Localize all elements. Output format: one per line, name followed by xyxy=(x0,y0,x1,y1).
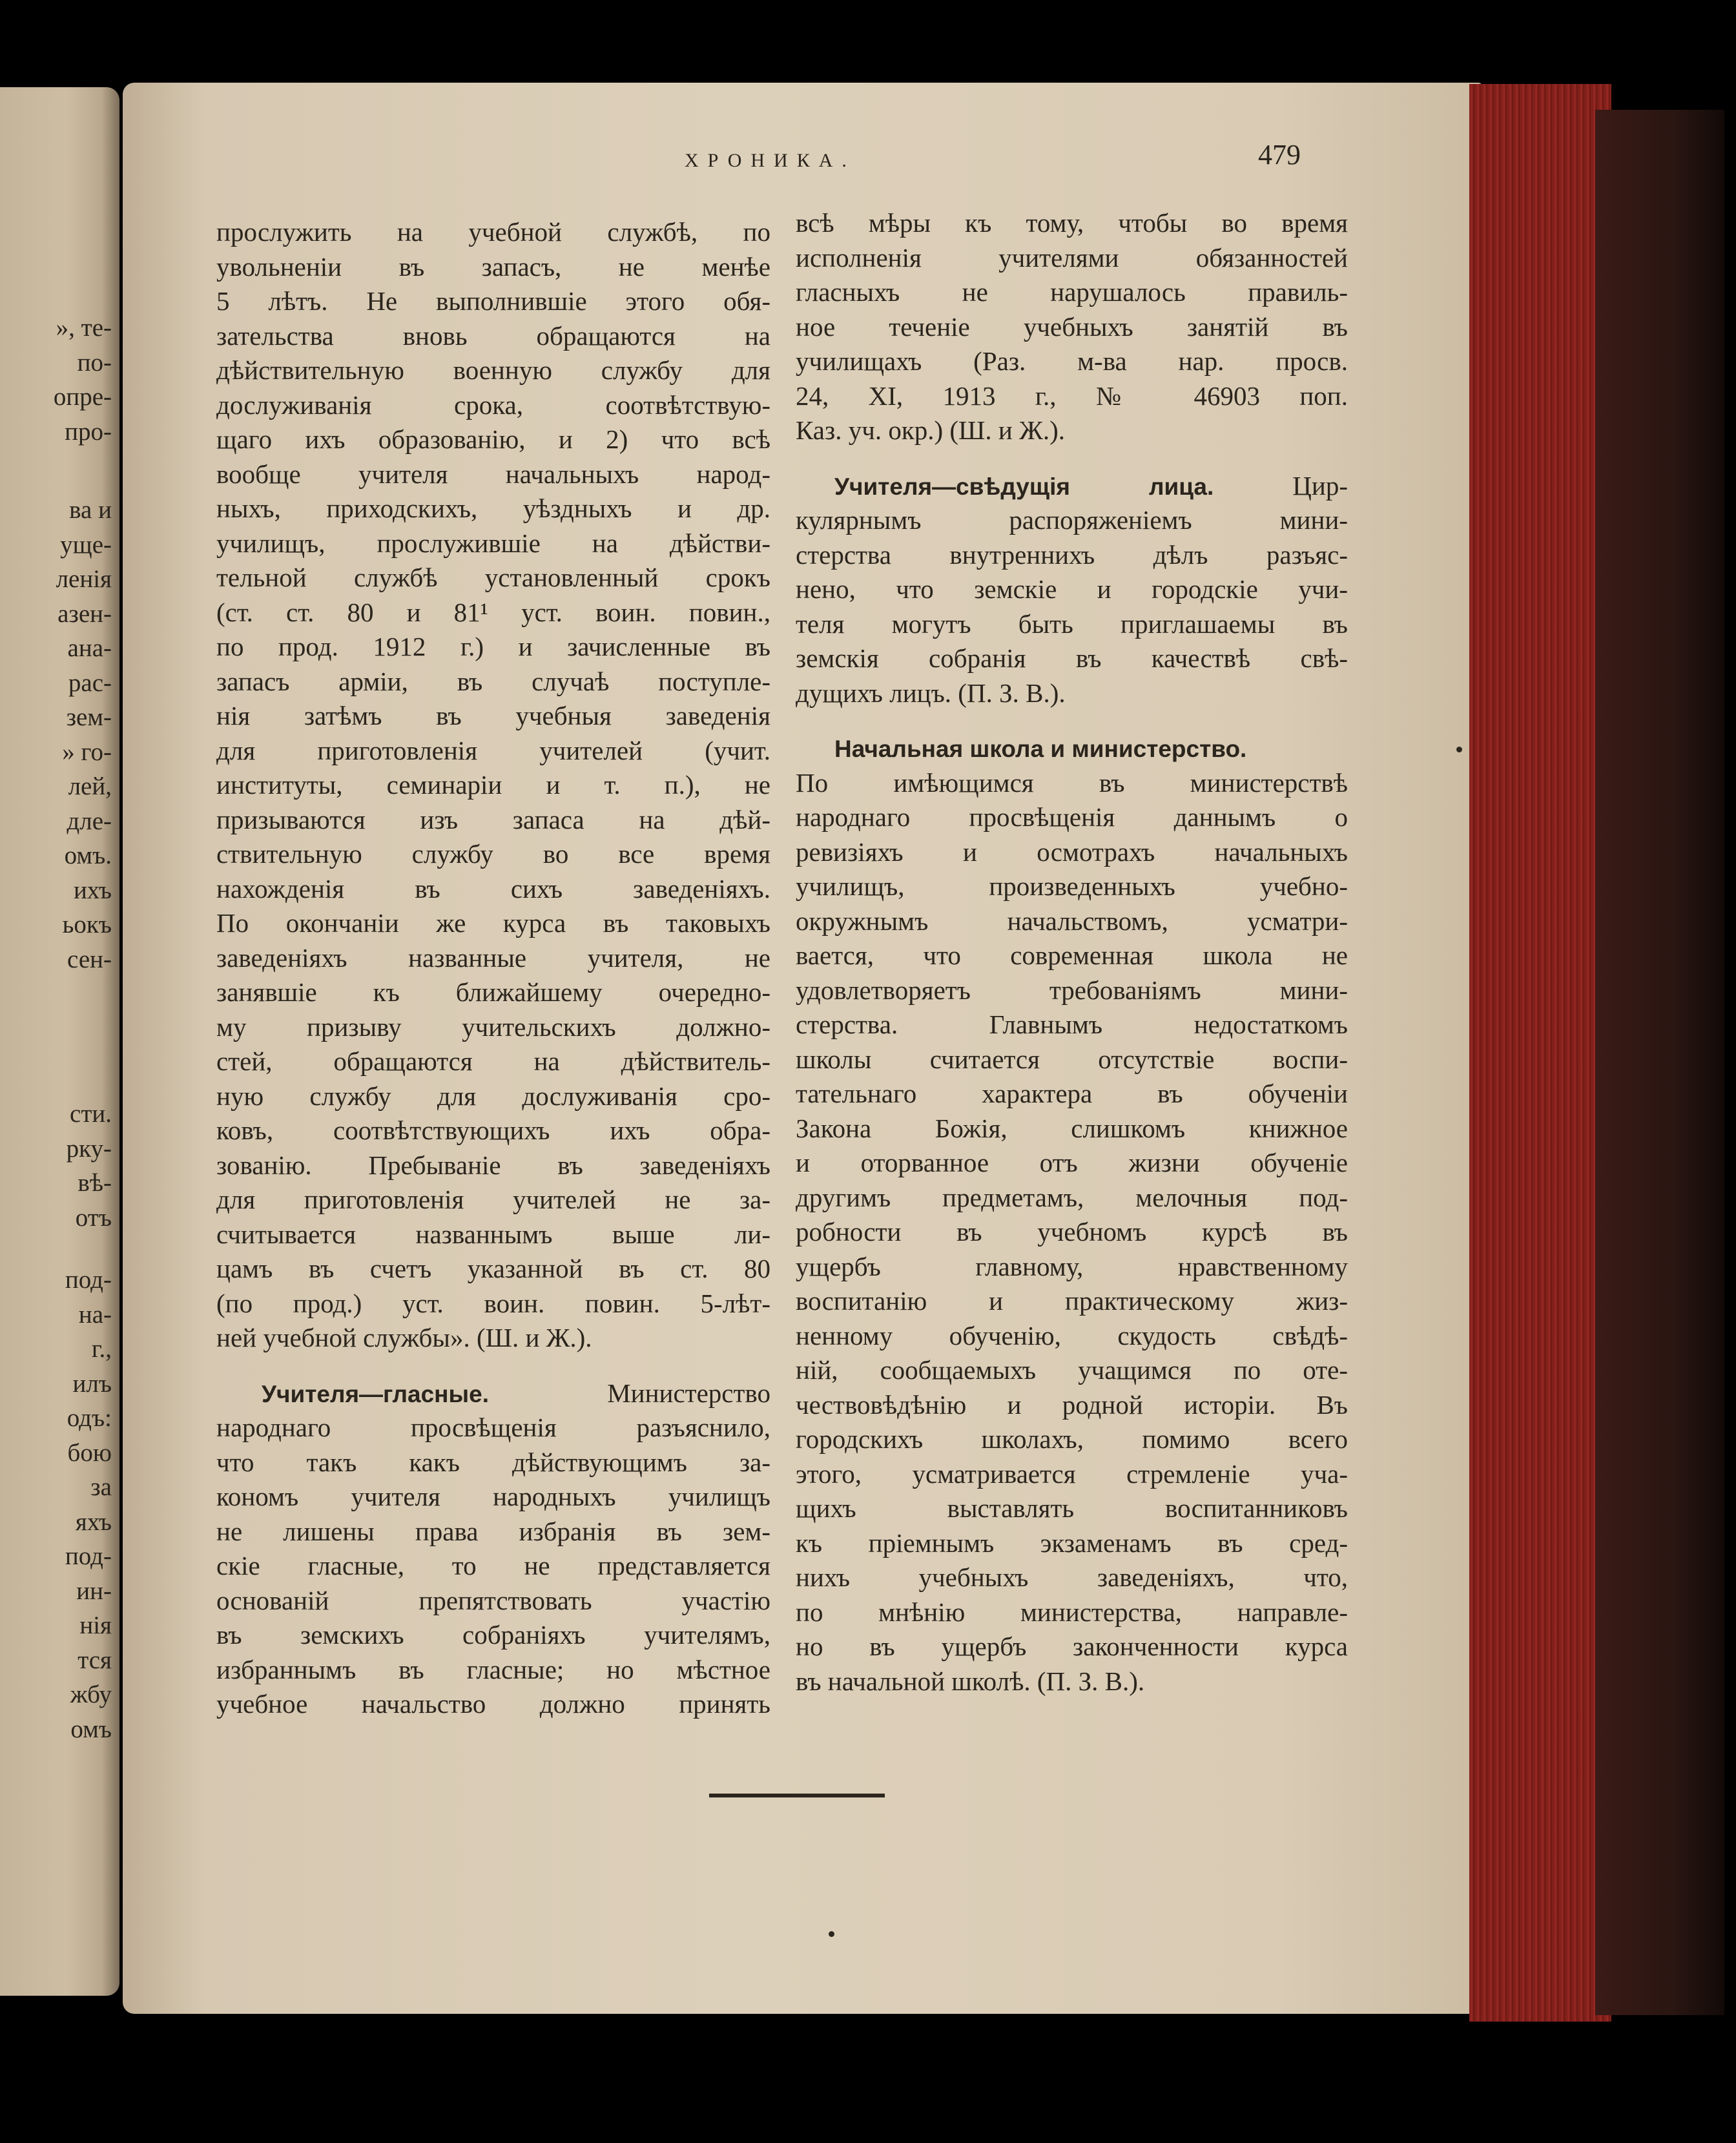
text-line: вается, что современная школа не xyxy=(796,940,1348,970)
heading-continuation: Министерство xyxy=(607,1378,770,1408)
left-page-fragment: рас- xyxy=(68,668,112,697)
text-line: нено, что земскіе и городскіе учи- xyxy=(796,574,1348,604)
text-line: исполненія учителями обязанностей xyxy=(796,242,1348,273)
text-line: му призыву учительскихъ должно- xyxy=(216,1011,770,1042)
left-page-fragment: », те- xyxy=(56,314,112,342)
text-line: училищъ, произведенныхъ учебно- xyxy=(796,871,1348,901)
text-line: ущербъ главному, нравственному xyxy=(796,1251,1348,1281)
text-line: щаго ихъ образованію, и 2) что всѣ xyxy=(216,424,770,454)
text-line: заведеніяхъ названные учителя, не xyxy=(216,942,770,973)
left-page-fragment: ин- xyxy=(76,1577,112,1605)
text-line: училищахъ (Раз. м-ва нар. просв. xyxy=(796,346,1348,376)
text-line: ній, сообщаемыхъ учащимся по оте- xyxy=(796,1355,1348,1385)
text-line: робности въ учебномъ курсѣ въ xyxy=(796,1217,1348,1247)
text-line: основаній препятствовать участію xyxy=(216,1585,770,1615)
paragraph-gap xyxy=(796,710,1348,731)
text-line: въ начальной школѣ. (П. З. В.). xyxy=(796,1666,1145,1696)
text-line: запасъ арміи, въ случаѣ поступле- xyxy=(216,666,770,696)
text-line: городскихъ школахъ, помимо всего xyxy=(796,1424,1348,1454)
text-line: чествовѣдѣнію и родной исторіи. Въ xyxy=(796,1389,1348,1420)
text-line: народнаго просвѣщенія даннымъ о xyxy=(796,802,1348,832)
text-line: дослуживанія срока, соотвѣтствую- xyxy=(216,389,770,420)
left-page-fragment: лей, xyxy=(68,772,112,800)
text-line: ствительную службу во все время xyxy=(216,839,770,869)
text-line: ревизіяхъ и осмотрахъ начальныхъ xyxy=(796,836,1348,867)
left-page-fragment: омъ. xyxy=(64,842,112,869)
text-line: не лишены права избранія въ зем- xyxy=(216,1516,770,1546)
left-page-fragment: под- xyxy=(65,1266,112,1294)
left-page-fragment: ана- xyxy=(67,634,112,662)
text-line: по прод. 1912 г.) и зачисленные въ xyxy=(216,632,770,661)
text-line: увольненіи въ запасъ, не менѣе xyxy=(216,251,770,282)
section-heading-line xyxy=(796,731,1348,766)
text-line: ное теченіе учебныхъ занятій въ xyxy=(796,311,1348,342)
text-line: что такъ какъ дѣйствующимъ за- xyxy=(216,1447,770,1477)
text-line: тельной службѣ установленный срокъ xyxy=(216,563,770,592)
text-line: ней учебной службы». (Ш. и Ж.). xyxy=(216,1323,592,1352)
page-edges xyxy=(1469,84,1611,2022)
text-line: дѣйствительную военную службу для xyxy=(216,355,770,385)
left-page-fragment: г., xyxy=(91,1335,112,1363)
left-page-fragment: ьокъ xyxy=(62,911,112,938)
left-page-fragment: одъ: xyxy=(67,1404,112,1432)
left-page-fragment: » го- xyxy=(62,738,112,766)
text-line: теля могутъ быть приглашаемы въ xyxy=(796,608,1348,639)
section-heading-line xyxy=(216,1376,770,1411)
text-line: ковъ, соотвѣтствующихъ ихъ обра- xyxy=(216,1115,770,1145)
text-line: По имѣющимся въ министерствѣ xyxy=(796,767,1348,798)
text-line: стей, обращаются на дѣйствитель- xyxy=(216,1046,770,1076)
text-line: нія затѣмъ въ учебныя заведенія xyxy=(216,701,770,730)
left-page-fragment: зем- xyxy=(66,703,112,731)
text-line: 5 лѣтъ. Не выполнившіе этого обя- xyxy=(216,286,770,316)
text-line: кономъ учителя народныхъ училищъ xyxy=(216,1482,770,1511)
left-page-fragment: сен- xyxy=(67,945,112,973)
text-line: (по прод.) уст. воин. повин. 5-лѣт- xyxy=(216,1288,770,1318)
text-line: вообще учителя начальныхъ народ- xyxy=(216,459,770,489)
section-heading: Начальная школа и министерство. xyxy=(834,736,1247,762)
left-page-fragment: ленія xyxy=(56,565,112,593)
text-line: Закона Божія, слишкомъ книжное xyxy=(796,1113,1348,1143)
text-line: воспитанію и практическому жиз- xyxy=(796,1286,1348,1316)
text-line: учебное начальство должно принять xyxy=(216,1689,770,1719)
text-line: ную службу для дослуживанія сро- xyxy=(216,1081,770,1111)
left-page-fragment: за xyxy=(90,1473,112,1501)
text-line: земскія собранія въ качествѣ свѣ- xyxy=(796,643,1348,673)
text-line: въ земскихъ собраніяхъ учителямъ, xyxy=(216,1620,770,1650)
text-line: прослужить на учебной службѣ, по xyxy=(216,217,770,247)
left-page-fragment: дле- xyxy=(67,807,112,835)
text-line: щихъ выставлять воспитанниковъ xyxy=(796,1493,1348,1523)
left-page-fragment: сти. xyxy=(70,1100,112,1128)
ink-dot xyxy=(829,1931,834,1937)
text-line: стерства внутреннихъ дѣлъ разъяс- xyxy=(796,539,1348,570)
left-page-fragment: азен- xyxy=(57,599,112,628)
left-page-fragment: опре- xyxy=(53,383,112,411)
text-line: удовлетворяетъ требованіямъ мини- xyxy=(796,975,1348,1005)
text-line: институты, семинаріи и т. п.), не xyxy=(216,770,770,800)
section-heading: Учителя—свѣдущія лица. xyxy=(834,473,1214,500)
text-line: всѣ мѣры къ тому, чтобы во время xyxy=(796,208,1348,238)
text-line: дущихъ лицъ. (П. З. В.). xyxy=(796,678,1066,708)
left-page-fragment: вѣ- xyxy=(78,1169,112,1197)
text-line: Каз. уч. окр.) (Ш. и Ж.). xyxy=(796,415,1065,445)
text-line: кулярнымъ распоряженіемъ мини- xyxy=(796,505,1348,535)
left-page-fragment: под- xyxy=(65,1542,112,1570)
text-line: школы считается отсутствіе воспи- xyxy=(796,1044,1348,1074)
right-text-column xyxy=(796,206,1348,1699)
text-line: (ст. ст. 80 и 81¹ уст. воин. повин., xyxy=(216,597,770,627)
text-line: но въ ущербъ законченности курса xyxy=(796,1631,1348,1661)
paragraph-gap xyxy=(796,448,1348,469)
left-page-fragment: илъ xyxy=(72,1369,112,1398)
text-line: этого, усматривается стремленіе уча- xyxy=(796,1458,1348,1489)
section-heading: Учителя—гласные. xyxy=(262,1380,489,1407)
text-line: 24, XI, 1913 г., № 46903 поп. xyxy=(796,380,1348,411)
end-rule xyxy=(709,1794,885,1797)
text-line: народнаго просвѣщенія разъяснило, xyxy=(216,1413,770,1442)
text-line: ныхъ, приходскихъ, уѣздныхъ и др. xyxy=(216,493,770,523)
left-page-fragment: омъ xyxy=(70,1715,112,1743)
text-line: цамъ въ счетъ указанной въ ст. 80 xyxy=(216,1254,770,1283)
text-line: призываются изъ запаса на дѣй- xyxy=(216,804,770,834)
text-line: занявшіе къ ближайшему очередно- xyxy=(216,977,770,1007)
text-line: нахожденія въ сихъ заведеніяхъ. xyxy=(216,873,770,904)
left-page-fragment: уще- xyxy=(60,530,112,559)
book-cover xyxy=(1595,110,1724,2015)
left-page-fragment: тся xyxy=(78,1646,112,1674)
text-line: стерства. Главнымъ недостаткомъ xyxy=(796,1009,1348,1039)
text-line: къ пріемнымъ экзаменамъ въ сред- xyxy=(796,1527,1348,1558)
text-line: По окончаніи же курса въ таковыхъ xyxy=(216,908,770,938)
text-line: считывается названнымъ выше ли- xyxy=(216,1219,770,1249)
text-line: по мнѣнію министерства, направле- xyxy=(796,1597,1348,1627)
text-line: и оторванное отъ жизни обученіе xyxy=(796,1148,1348,1177)
text-line: другимъ предметамъ, мелочныя под- xyxy=(796,1182,1348,1212)
text-line: нихъ учебныхъ заведеніяхъ, что, xyxy=(796,1562,1348,1592)
left-text-column xyxy=(216,215,770,1722)
paragraph-gap xyxy=(216,1356,770,1376)
left-page-fragment: нія xyxy=(79,1611,112,1639)
text-line: зованію. Пребываніе въ заведеніяхъ xyxy=(216,1150,770,1180)
text-line: скіе гласные, то не представляется xyxy=(216,1551,770,1580)
left-page-fragment: отъ xyxy=(75,1203,112,1232)
left-page-fragment: ва и xyxy=(69,496,112,524)
text-line: для приготовленія учителей (учит. xyxy=(216,735,770,765)
text-line: для приготовленія учителей не за- xyxy=(216,1185,770,1214)
page-number: 479 xyxy=(1258,139,1301,171)
left-page-fragment: рку- xyxy=(66,1134,112,1163)
text-line: тательнаго характера въ обученіи xyxy=(796,1079,1348,1108)
left-page-fragment: ихъ xyxy=(73,876,112,904)
text-line: избраннымъ въ гласные; но мѣстное xyxy=(216,1654,770,1684)
text-line: окружнымъ начальствомъ, усматри- xyxy=(796,906,1348,936)
section-heading-line xyxy=(796,469,1348,504)
left-page-fragment: про- xyxy=(65,417,112,446)
text-line: гласныхъ не нарушалось правиль- xyxy=(796,277,1348,307)
ink-dot xyxy=(1456,747,1462,752)
left-page-fragment: на- xyxy=(78,1300,112,1329)
running-title: ХРОНИКА. xyxy=(685,150,856,171)
left-page-fragment: бою xyxy=(67,1438,112,1467)
text-line: училищъ, прослужившіе на дѣйстви- xyxy=(216,528,770,558)
left-page-fragment: по- xyxy=(77,348,112,377)
previous-page-fragment xyxy=(0,87,119,1996)
text-line: ненному обученію, скудость свѣдѣ- xyxy=(796,1320,1348,1351)
heading-continuation: Цир- xyxy=(1292,470,1348,501)
left-page-fragment: яхъ xyxy=(75,1507,112,1536)
left-page-fragment: жбу xyxy=(70,1681,112,1708)
text-line: зательства вновь обращаются на xyxy=(216,320,770,351)
